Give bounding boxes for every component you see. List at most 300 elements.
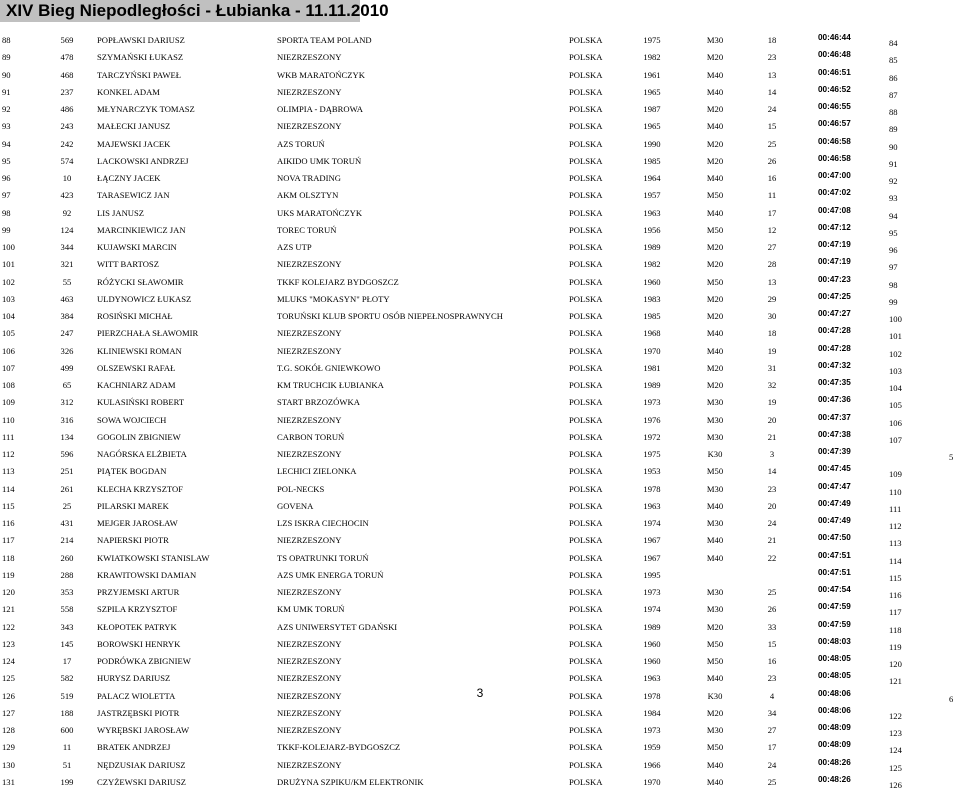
club-cell: NIEZRZESZONY <box>277 345 342 356</box>
category-place-cell: 29 <box>767 293 777 304</box>
category-cell: M30 <box>706 604 724 615</box>
runner-name-cell: BOROWSKI HENRYK <box>97 638 181 649</box>
club-cell: NIEZRZESZONY <box>277 449 342 459</box>
country-cell: POLSKA <box>569 328 603 339</box>
birth-year-cell: 1956 <box>643 224 661 235</box>
birth-year-cell: 1989 <box>643 380 661 390</box>
category-place-cell: 14 <box>767 86 777 97</box>
club-cell: AZS UMK ENERGA TORUŃ <box>277 569 384 580</box>
bib-number-cell: 261 <box>60 483 74 494</box>
time-cell: 00:48:26 <box>818 757 851 767</box>
country-cell: POLSKA <box>569 759 603 770</box>
club-cell: TKKF KOLEJARZ BYDGOSZCZ <box>277 276 399 287</box>
category-cell: M20 <box>706 242 724 252</box>
time-cell: 00:48:09 <box>818 723 851 732</box>
time-cell: 00:46:44 <box>818 33 851 42</box>
runner-name-cell: HURYSZ DARIUSZ <box>97 673 171 684</box>
men-place-cell: 118 <box>889 624 902 635</box>
bib-number-cell: 247 <box>60 328 74 339</box>
position-cell: 123 <box>2 638 15 649</box>
men-place-cell: 119 <box>889 641 902 652</box>
men-place-cell: 107 <box>889 434 902 445</box>
bib-number-cell: 214 <box>60 535 74 546</box>
country-cell: POLSKA <box>569 276 603 287</box>
country-cell: POLSKA <box>569 604 603 615</box>
category-cell: M20 <box>706 138 724 149</box>
category-cell: K30 <box>707 690 723 701</box>
birth-year-cell: 1989 <box>643 621 661 632</box>
bib-number-cell: 574 <box>60 155 74 166</box>
birth-year-cell: 1972 <box>643 431 661 442</box>
club-cell: TS OPATRUNKI TORUŃ <box>277 552 369 563</box>
category-cell: M30 <box>706 518 724 528</box>
runner-name-cell: MARCINKIEWICZ JAN <box>97 224 186 235</box>
club-cell: TORUŃSKI KLUB SPORTU OSÓB NIEPEŁNOSPRAWNYCH <box>277 311 503 321</box>
position-cell: 98 <box>2 207 11 218</box>
table-row <box>0 377 960 394</box>
category-place-cell: 17 <box>767 742 777 753</box>
runner-name-cell: MŁYNARCZYK TOMASZ <box>97 104 195 114</box>
position-cell: 93 <box>2 121 11 132</box>
country-cell: POLSKA <box>569 345 603 356</box>
club-cell: NOVA TRADING <box>277 173 341 183</box>
country-cell: POLSKA <box>569 483 603 494</box>
men-place-cell: 85 <box>889 55 898 66</box>
position-cell: 105 <box>2 328 15 339</box>
birth-year-cell: 1978 <box>643 483 661 494</box>
club-cell: LECHICI ZIELONKA <box>277 466 357 477</box>
position-cell: 116 <box>2 518 15 528</box>
position-cell: 91 <box>2 86 11 97</box>
time-cell: 00:47:00 <box>818 171 851 180</box>
country-cell: POLSKA <box>569 638 603 649</box>
page-title: XIV Bieg Niepodległości - Łubianka - 11.11.2010 <box>6 1 389 20</box>
bib-number-cell: 582 <box>60 673 74 684</box>
position-cell: 121 <box>2 604 15 615</box>
position-cell: 117 <box>2 535 15 546</box>
club-cell: MLUKS "MOKASYN" PŁOTY <box>277 293 390 304</box>
club-cell: UKS MARATOŃCZYK <box>277 207 363 218</box>
category-place-cell: 19 <box>767 345 777 356</box>
country-cell: POLSKA <box>569 431 603 442</box>
runner-name-cell: KUJAWSKI MARCIN <box>97 242 177 252</box>
runner-name-cell: PIERZCHAŁA SŁAWOMIR <box>97 328 199 339</box>
birth-year-cell: 1953 <box>643 466 661 477</box>
country-cell: POLSKA <box>569 190 603 201</box>
category-place-cell: 28 <box>767 259 777 270</box>
club-cell: CARBON TORUŃ <box>277 431 345 442</box>
birth-year-cell: 1957 <box>643 190 661 201</box>
men-place-cell: 88 <box>889 107 898 117</box>
club-cell: KM UMK TORUŃ <box>277 604 345 615</box>
time-cell: 00:47:28 <box>818 343 851 353</box>
runner-name-cell: TARCZYŃSKI PAWEŁ <box>97 69 182 80</box>
table-row <box>0 222 960 239</box>
birth-year-cell: 1984 <box>643 707 661 718</box>
position-cell: 110 <box>2 414 15 425</box>
birth-year-cell: 1982 <box>643 52 661 63</box>
title-bar <box>0 0 960 22</box>
men-place-cell: 110 <box>889 486 902 497</box>
bib-number-cell: 463 <box>60 293 74 304</box>
country-cell: POLSKA <box>569 569 603 580</box>
category-cell: M40 <box>706 535 724 546</box>
club-cell: NIEZRZESZONY <box>277 673 342 684</box>
bib-number-cell: 326 <box>60 345 74 356</box>
position-cell: 88 <box>2 35 11 45</box>
position-cell: 101 <box>2 259 15 270</box>
club-cell: NIEZRZESZONY <box>277 707 342 718</box>
category-place-cell: 19 <box>767 397 777 408</box>
category-cell: M20 <box>706 52 724 63</box>
birth-year-cell: 1989 <box>643 242 661 252</box>
runner-name-cell: KLINIEWSKI ROMAN <box>97 345 182 356</box>
runner-name-cell: LIS JANUSZ <box>97 207 145 218</box>
bib-number-cell: 423 <box>60 190 74 201</box>
position-cell: 109 <box>2 397 15 408</box>
country-cell: POLSKA <box>569 656 603 666</box>
category-place-cell: 24 <box>767 104 777 114</box>
runner-name-cell: LACKOWSKI ANDRZEJ <box>97 155 189 166</box>
category-place-cell: 16 <box>767 173 777 183</box>
birth-year-cell: 1973 <box>643 725 661 735</box>
club-cell: AKM OLSZTYN <box>277 190 339 201</box>
table-row <box>0 67 960 84</box>
country-cell: POLSKA <box>569 35 603 45</box>
category-place-cell: 14 <box>767 466 777 477</box>
category-cell: M20 <box>706 707 724 718</box>
time-cell: 00:47:45 <box>818 464 851 474</box>
category-cell: M30 <box>706 414 724 425</box>
country-cell: POLSKA <box>569 466 603 477</box>
country-cell: POLSKA <box>569 449 603 459</box>
position-cell: 130 <box>2 759 15 770</box>
birth-year-cell: 1985 <box>643 155 661 166</box>
bib-number-cell: 124 <box>60 224 74 235</box>
time-cell: 00:47:51 <box>818 550 851 560</box>
men-place-cell: 91 <box>889 158 898 169</box>
table-row <box>0 308 960 325</box>
category-cell: M30 <box>706 35 724 45</box>
country-cell: POLSKA <box>569 552 603 563</box>
runner-name-cell: PALACZ WIOLETTA <box>97 690 176 701</box>
club-cell: AZS UNIWERSYTET GDAŃSKI <box>277 621 398 632</box>
birth-year-cell: 1990 <box>643 138 661 149</box>
category-cell: M40 <box>706 552 724 563</box>
club-cell: NIEZRZESZONY <box>277 414 342 425</box>
category-cell: M20 <box>706 293 724 304</box>
bib-number-cell: 499 <box>60 362 74 373</box>
position-cell: 128 <box>2 725 15 735</box>
bib-number-cell: 344 <box>60 242 74 252</box>
men-place-cell: 99 <box>889 296 898 307</box>
men-place-cell: 96 <box>889 245 898 255</box>
position-cell: 124 <box>2 656 15 666</box>
category-cell: M40 <box>706 121 724 132</box>
category-place-cell: 27 <box>767 725 777 735</box>
table-row <box>0 136 960 153</box>
table-row <box>0 32 960 49</box>
table-row <box>0 360 960 377</box>
club-cell: TKKF-KOLEJARZ-BYDGOSZCZ <box>277 742 401 753</box>
table-row <box>0 205 960 222</box>
birth-year-cell: 1963 <box>643 673 661 684</box>
table-row <box>0 239 960 256</box>
club-cell: LZS ISKRA CIECHOCIN <box>277 518 369 528</box>
men-place-cell: 112 <box>889 521 902 531</box>
table-row <box>0 394 960 411</box>
men-place-cell: 120 <box>889 659 902 669</box>
men-place-cell: 113 <box>889 538 902 549</box>
category-place-cell: 18 <box>767 328 777 339</box>
bib-number-cell: 251 <box>60 466 74 477</box>
position-cell: 115 <box>2 500 15 511</box>
club-cell: NIEZRZESZONY <box>277 86 342 97</box>
time-cell: 00:46:58 <box>818 136 851 146</box>
category-cell: M50 <box>706 742 724 753</box>
men-place-cell: 103 <box>889 365 902 376</box>
country-cell: POLSKA <box>569 380 603 390</box>
men-place-cell: 86 <box>889 72 898 83</box>
runner-name-cell: OLSZEWSKI RAFAŁ <box>97 362 176 373</box>
bib-number-cell: 316 <box>60 414 74 425</box>
men-place-cell: 97 <box>889 262 898 273</box>
category-cell: M40 <box>706 500 724 511</box>
bib-number-cell: 243 <box>60 121 74 132</box>
position-cell: 131 <box>2 776 15 787</box>
category-cell: M20 <box>706 380 724 390</box>
runner-name-cell: KŁOPOTEK PATRYK <box>97 621 177 632</box>
time-cell: 00:47:19 <box>818 257 851 267</box>
bib-number-cell: 260 <box>60 552 74 563</box>
country-cell: POLSKA <box>569 224 603 235</box>
time-cell: 00:47:54 <box>818 585 851 594</box>
runner-name-cell: SZYMAŃSKI ŁUKASZ <box>97 52 184 63</box>
country-cell: POLSKA <box>569 311 603 321</box>
time-cell: 00:47:59 <box>818 619 851 629</box>
time-cell: 00:48:26 <box>818 774 851 784</box>
birth-year-cell: 1973 <box>643 587 661 597</box>
position-cell: 118 <box>2 552 15 563</box>
category-cell: M40 <box>706 173 724 183</box>
bib-number-cell: 51 <box>62 759 72 770</box>
table-row <box>0 653 960 670</box>
table-row <box>0 291 960 308</box>
bib-number-cell: 384 <box>60 311 74 321</box>
runner-name-cell: MAŁECKI JANUSZ <box>97 121 171 132</box>
table-row <box>0 187 960 204</box>
time-cell: 00:47:50 <box>818 533 851 543</box>
men-place-cell: 104 <box>889 383 902 393</box>
position-cell: 126 <box>2 690 15 701</box>
birth-year-cell: 1967 <box>643 552 661 563</box>
club-cell: GOVENA <box>277 500 314 511</box>
men-place-cell: 111 <box>889 503 902 514</box>
category-place-cell: 23 <box>767 483 777 494</box>
bib-number-cell: 478 <box>60 52 74 63</box>
category-place-cell: 27 <box>767 242 777 252</box>
men-place-cell: 98 <box>889 279 898 290</box>
birth-year-cell: 1960 <box>643 656 661 666</box>
category-place-cell: 13 <box>767 69 777 80</box>
category-cell: M20 <box>706 621 724 632</box>
club-cell: START BRZOZÓWKA <box>277 397 360 408</box>
club-cell: NIEZRZESZONY <box>277 587 342 597</box>
table-row <box>0 429 960 446</box>
category-place-cell: 24 <box>767 518 777 528</box>
position-cell: 96 <box>2 173 11 183</box>
birth-year-cell: 1981 <box>643 362 661 373</box>
runner-name-cell: NAGÓRSKA ELŻBIETA <box>97 449 187 459</box>
time-cell: 00:47:37 <box>818 412 851 422</box>
bib-number-cell: 199 <box>60 776 74 787</box>
club-cell: NIEZRZESZONY <box>277 328 342 339</box>
table-row <box>0 774 960 791</box>
birth-year-cell: 1966 <box>643 759 661 770</box>
table-row <box>0 170 960 187</box>
time-cell: 00:47:49 <box>818 498 851 508</box>
table-row <box>0 274 960 291</box>
category-cell: M40 <box>706 86 724 97</box>
category-cell: M40 <box>706 207 724 218</box>
category-place-cell: 31 <box>767 362 777 373</box>
category-cell: M20 <box>706 155 724 166</box>
table-row <box>0 550 960 567</box>
table-row <box>0 49 960 66</box>
men-place-cell: 124 <box>889 745 902 756</box>
table-row <box>0 84 960 101</box>
position-cell: 95 <box>2 155 11 166</box>
category-place-cell: 23 <box>767 52 777 63</box>
table-row <box>0 153 960 170</box>
birth-year-cell: 1975 <box>643 449 661 459</box>
country-cell: POLSKA <box>569 293 603 304</box>
bib-number-cell: 237 <box>60 86 74 97</box>
table-row <box>0 705 960 722</box>
runner-name-cell: KULASIŃSKI ROBERT <box>97 397 185 408</box>
category-place-cell: 26 <box>767 155 777 166</box>
category-cell: M50 <box>706 466 724 477</box>
birth-year-cell: 1965 <box>643 86 661 97</box>
bib-number-cell: 25 <box>62 500 72 511</box>
time-cell: 00:47:12 <box>818 222 851 232</box>
time-cell: 00:47:27 <box>818 309 851 318</box>
position-cell: 129 <box>2 742 15 753</box>
runner-name-cell: SZPILA KRZYSZTOF <box>97 604 178 615</box>
category-place-cell: 23 <box>767 673 777 684</box>
country-cell: POLSKA <box>569 673 603 684</box>
category-cell: M40 <box>706 759 724 770</box>
category-place-cell: 21 <box>767 431 777 442</box>
club-cell: WKB MARATOŃCZYK <box>277 69 365 80</box>
country-cell: POLSKA <box>569 155 603 166</box>
men-place-cell: 125 <box>889 762 902 773</box>
category-cell: M50 <box>706 276 724 287</box>
time-cell: 00:47:35 <box>818 378 851 387</box>
table-row <box>0 446 960 463</box>
club-cell: SPORTA TEAM POLAND <box>277 35 372 45</box>
men-place-cell: 126 <box>889 779 902 790</box>
category-place-cell: 25 <box>767 587 777 597</box>
position-cell: 100 <box>2 242 15 252</box>
runner-name-cell: WYRĘBSKI JAROSŁAW <box>97 725 190 735</box>
table-row <box>0 739 960 756</box>
category-cell: M40 <box>706 328 724 339</box>
category-cell: M40 <box>706 776 724 787</box>
birth-year-cell: 1987 <box>643 104 661 114</box>
category-cell: M50 <box>706 190 724 201</box>
position-cell: 119 <box>2 569 15 580</box>
position-cell: 120 <box>2 587 15 597</box>
bib-number-cell: 519 <box>60 690 74 701</box>
birth-year-cell: 1967 <box>643 535 661 546</box>
category-place-cell: 20 <box>767 500 777 511</box>
category-place-cell: 11 <box>767 190 777 201</box>
men-place-cell: 92 <box>889 176 898 186</box>
bib-number-cell: 468 <box>60 69 74 80</box>
table-row <box>0 343 960 360</box>
position-cell: 89 <box>2 52 11 63</box>
category-cell: M40 <box>706 345 724 356</box>
men-place-cell: 116 <box>889 590 902 600</box>
runner-name-cell: NĘDZUSIAK DARIUSZ <box>97 759 186 770</box>
runner-name-cell: KWIATKOWSKI STANISLAW <box>97 552 210 563</box>
time-cell: 00:46:55 <box>818 102 851 111</box>
birth-year-cell: 1983 <box>643 293 661 304</box>
birth-year-cell: 1995 <box>643 569 661 580</box>
category-cell: M50 <box>706 638 724 649</box>
bib-number-cell: 312 <box>60 397 74 408</box>
bib-number-cell: 288 <box>60 569 74 580</box>
country-cell: POLSKA <box>569 690 603 701</box>
runner-name-cell: NAPIERSKI PIOTR <box>97 535 169 546</box>
club-cell: KM TRUCHCIK ŁUBIANKA <box>277 380 384 390</box>
country-cell: POLSKA <box>569 621 603 632</box>
time-cell: 00:46:52 <box>818 84 851 94</box>
category-place-cell: 15 <box>767 121 777 132</box>
runner-name-cell: POPŁAWSKI DARIUSZ <box>97 35 185 45</box>
runner-name-cell: ULDYNOWICZ ŁUKASZ <box>97 293 192 304</box>
table-row <box>0 101 960 118</box>
position-cell: 106 <box>2 345 15 356</box>
time-cell: 00:47:39 <box>818 447 851 456</box>
men-place-cell: 105 <box>889 400 902 411</box>
category-cell: M20 <box>706 259 724 270</box>
table-row <box>0 584 960 601</box>
position-cell: 111 <box>2 431 15 442</box>
time-cell: 00:48:06 <box>818 688 851 698</box>
men-place-cell: 101 <box>889 331 902 342</box>
category-cell: M20 <box>706 104 724 114</box>
bib-number-cell: 242 <box>60 138 74 149</box>
bib-number-cell: 353 <box>60 587 74 597</box>
club-cell: NIEZRZESZONY <box>277 259 342 270</box>
birth-year-cell: 1985 <box>643 311 661 321</box>
category-place-cell: 25 <box>767 776 777 787</box>
category-place-cell: 20 <box>767 414 777 425</box>
men-place-cell: 115 <box>889 572 902 583</box>
club-cell: NIEZRZESZONY <box>277 656 342 666</box>
bib-number-cell: 17 <box>62 656 72 666</box>
table-row <box>0 532 960 549</box>
table-row <box>0 757 960 774</box>
time-cell: 00:48:05 <box>818 671 851 681</box>
birth-year-cell: 1974 <box>643 518 661 528</box>
table-row <box>0 636 960 653</box>
club-cell: DRUŻYNA SZPIKU/KM ELEKTRONIK <box>277 776 424 787</box>
men-place-cell: 84 <box>889 38 898 48</box>
country-cell: POLSKA <box>569 69 603 80</box>
